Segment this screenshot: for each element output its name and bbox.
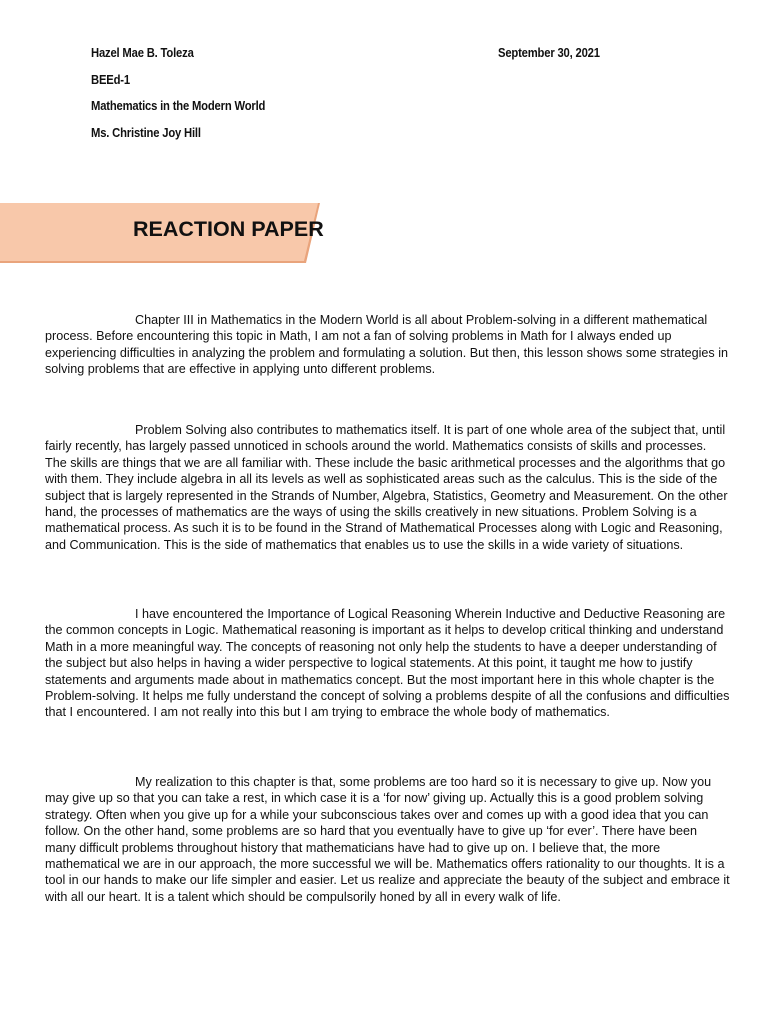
- subject-title: Mathematics in the Modern World: [91, 99, 266, 113]
- paragraph-intro: Chapter III in Mathematics in the Modern World is all about Problem-solving in a different mathematical process. Before encountering this topic in Math, I am not a fan of solving problems in Math for I always ended up experiencing difficulties in analyzing the problem and formulating a solution. But then, this lesson shows some strategies in solving problems that are effective in applying unto different problems.: [45, 313, 729, 377]
- teacher-name: Ms. Christine Joy Hill: [91, 126, 201, 140]
- course-section: BEEd-1: [91, 73, 130, 87]
- paragraph-problem-solving: Problem Solving also contributes to mathematics itself. It is part of one whole area of the subject that, until fairly recently, has largely passed unnoticed in schools around the world. Mathematics consists of skills and processes. The skills are things that we are all familiar with. These include the basic arithmetical processes and the algorithms that go with them. They include algebra in all its levels as well as sophisticated areas such as the calculus. This is the side of the subject that is largely represented in the Strands of Number, Algebra, Statistics, Geometry and Measurement. On the other hand, the processes of mathematics are the ways of using the skills creatively in new situations. Problem Solving is a mathematical process. As such it is to be found in the Strand of Mathematical Processes along with Logic and Reasoning, and Communication. This is the side of mathematics that enables us to use the skills in a wide variety of situations.: [45, 423, 728, 552]
- paragraph-logical-reasoning: I have encountered the Importance of Logical Reasoning Wherein Inductive and Deductive Reasoning are the common concepts in Logic. Mathematical reasoning is important as it helps to develop critical thinking and understand Math in a more meaningful way. The concepts of reasoning not only help the students to have a deeper understanding of the subject but also helps in having a wider perspective to logical statements. At this point, it taught me how to justify statements and arguments made about in mathematics concept. But the most important here in this whole chapter is the Problem-solving. It helps me fully understand the concept of solving a problems despite of all the confusions and difficulties that I encountered. I am not really into this but I am trying to embrace the whole body of mathematics.: [45, 607, 730, 720]
- document-date: September 30, 2021: [498, 46, 600, 60]
- author-name: Hazel Mae B. Toleza: [91, 46, 194, 60]
- title-banner: [0, 203, 330, 263]
- paragraph-realization: My realization to this chapter is that, some problems are too hard so it is necessary to give up. Now you may give up so that you can take a rest, in which case it is a ‘for now’ giving up. Actually this is a good problem solving strategy. Often when you give up for a while your subconscious takes over and comes up with a good idea that you can follow. On the other hand, some problems are so hard that you eventually have to give up ‘for ever’. There have been many difficult problems throughout history that mathematicians have had to give up on. I believe that, the more mathematical we are in our approach, the more successful we will be. Mathematics offers rationality to our thoughts. It is a tool in our hands to make our life simpler and easier. Let us realize and appreciate the beauty of the subject and embrace it with all our heart. It is a talent which should be compulsorily honed by all in every walk of life.: [45, 775, 730, 904]
- page-title: REACTION PAPER: [133, 217, 324, 241]
